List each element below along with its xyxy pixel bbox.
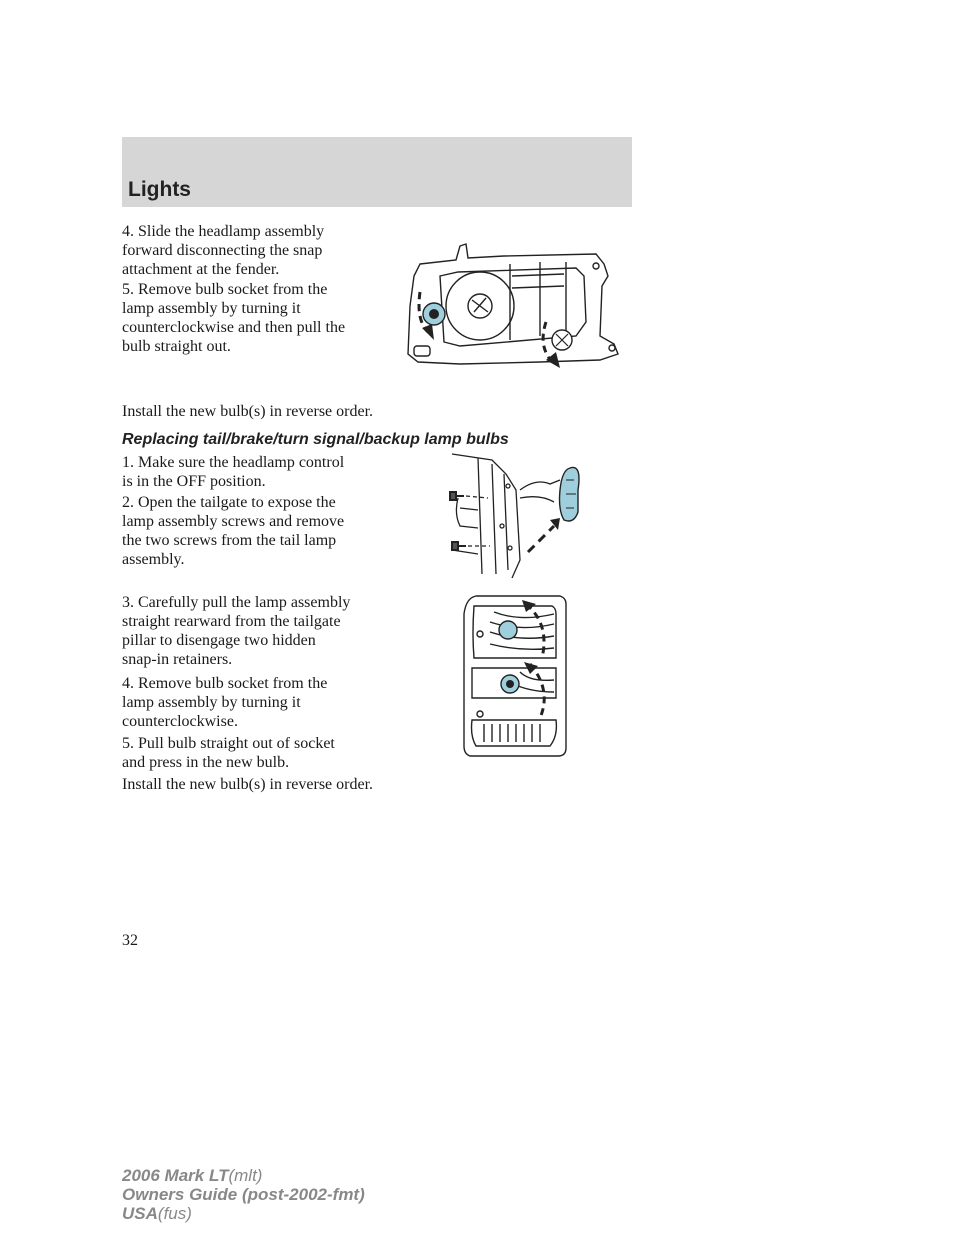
step-2-remove-screws: 2. Open the tailgate to expose the lamp assembly screws and remove the two screws from the tail lamp assembly. [122,494,345,568]
footer-market-code: (fus) [157,1204,192,1223]
page-number: 32 [122,932,138,949]
header-band [122,137,632,207]
step-4-remove-socket: 4. Remove bulb socket from the lamp assembly by turning it counterclockwise. [122,675,328,730]
step-1-headlamp-off: 1. Make sure the headlamp control is in the OFF position. [122,454,345,490]
install-reverse-order-1: Install the new bulb(s) in reverse order. [122,403,374,420]
step-5-press-new-bulb: 5. Pull bulb straight out of socket and press in the new bulb. [122,735,335,771]
tail-lamp-removal-illustration [432,450,590,580]
step-3-pull-lamp: 3. Carefully pull the lamp assembly straight rearward from the tailgate pillar to disengage two hidden snap-in retainers. [122,594,351,668]
section-title: Lights [128,178,191,201]
footer-model-code: (mlt) [228,1166,263,1185]
footer-model: 2006 Mark LT [122,1166,229,1185]
tail-lamp-sockets-illustration [460,594,568,758]
step-4-slide-headlamp: 4. Slide the headlamp assembly forward disconnecting the snap attachment at the fender. [122,223,325,278]
headlamp-assembly-illustration [400,236,636,374]
footer [122,1166,365,1223]
footer-market: USA [122,1204,158,1223]
tail-lamp-heading: Replacing tail/brake/turn signal/backup lamp bulbs [122,431,509,448]
footer-guide: Owners Guide (post-2002-fmt) [122,1185,365,1204]
install-reverse-order-2: Install the new bulb(s) in reverse order. [122,776,374,793]
step-5-remove-bulb-socket: 5. Remove bulb socket from the lamp assembly by turning it counterclockwise and then pull the bulb straight out. [122,281,346,355]
